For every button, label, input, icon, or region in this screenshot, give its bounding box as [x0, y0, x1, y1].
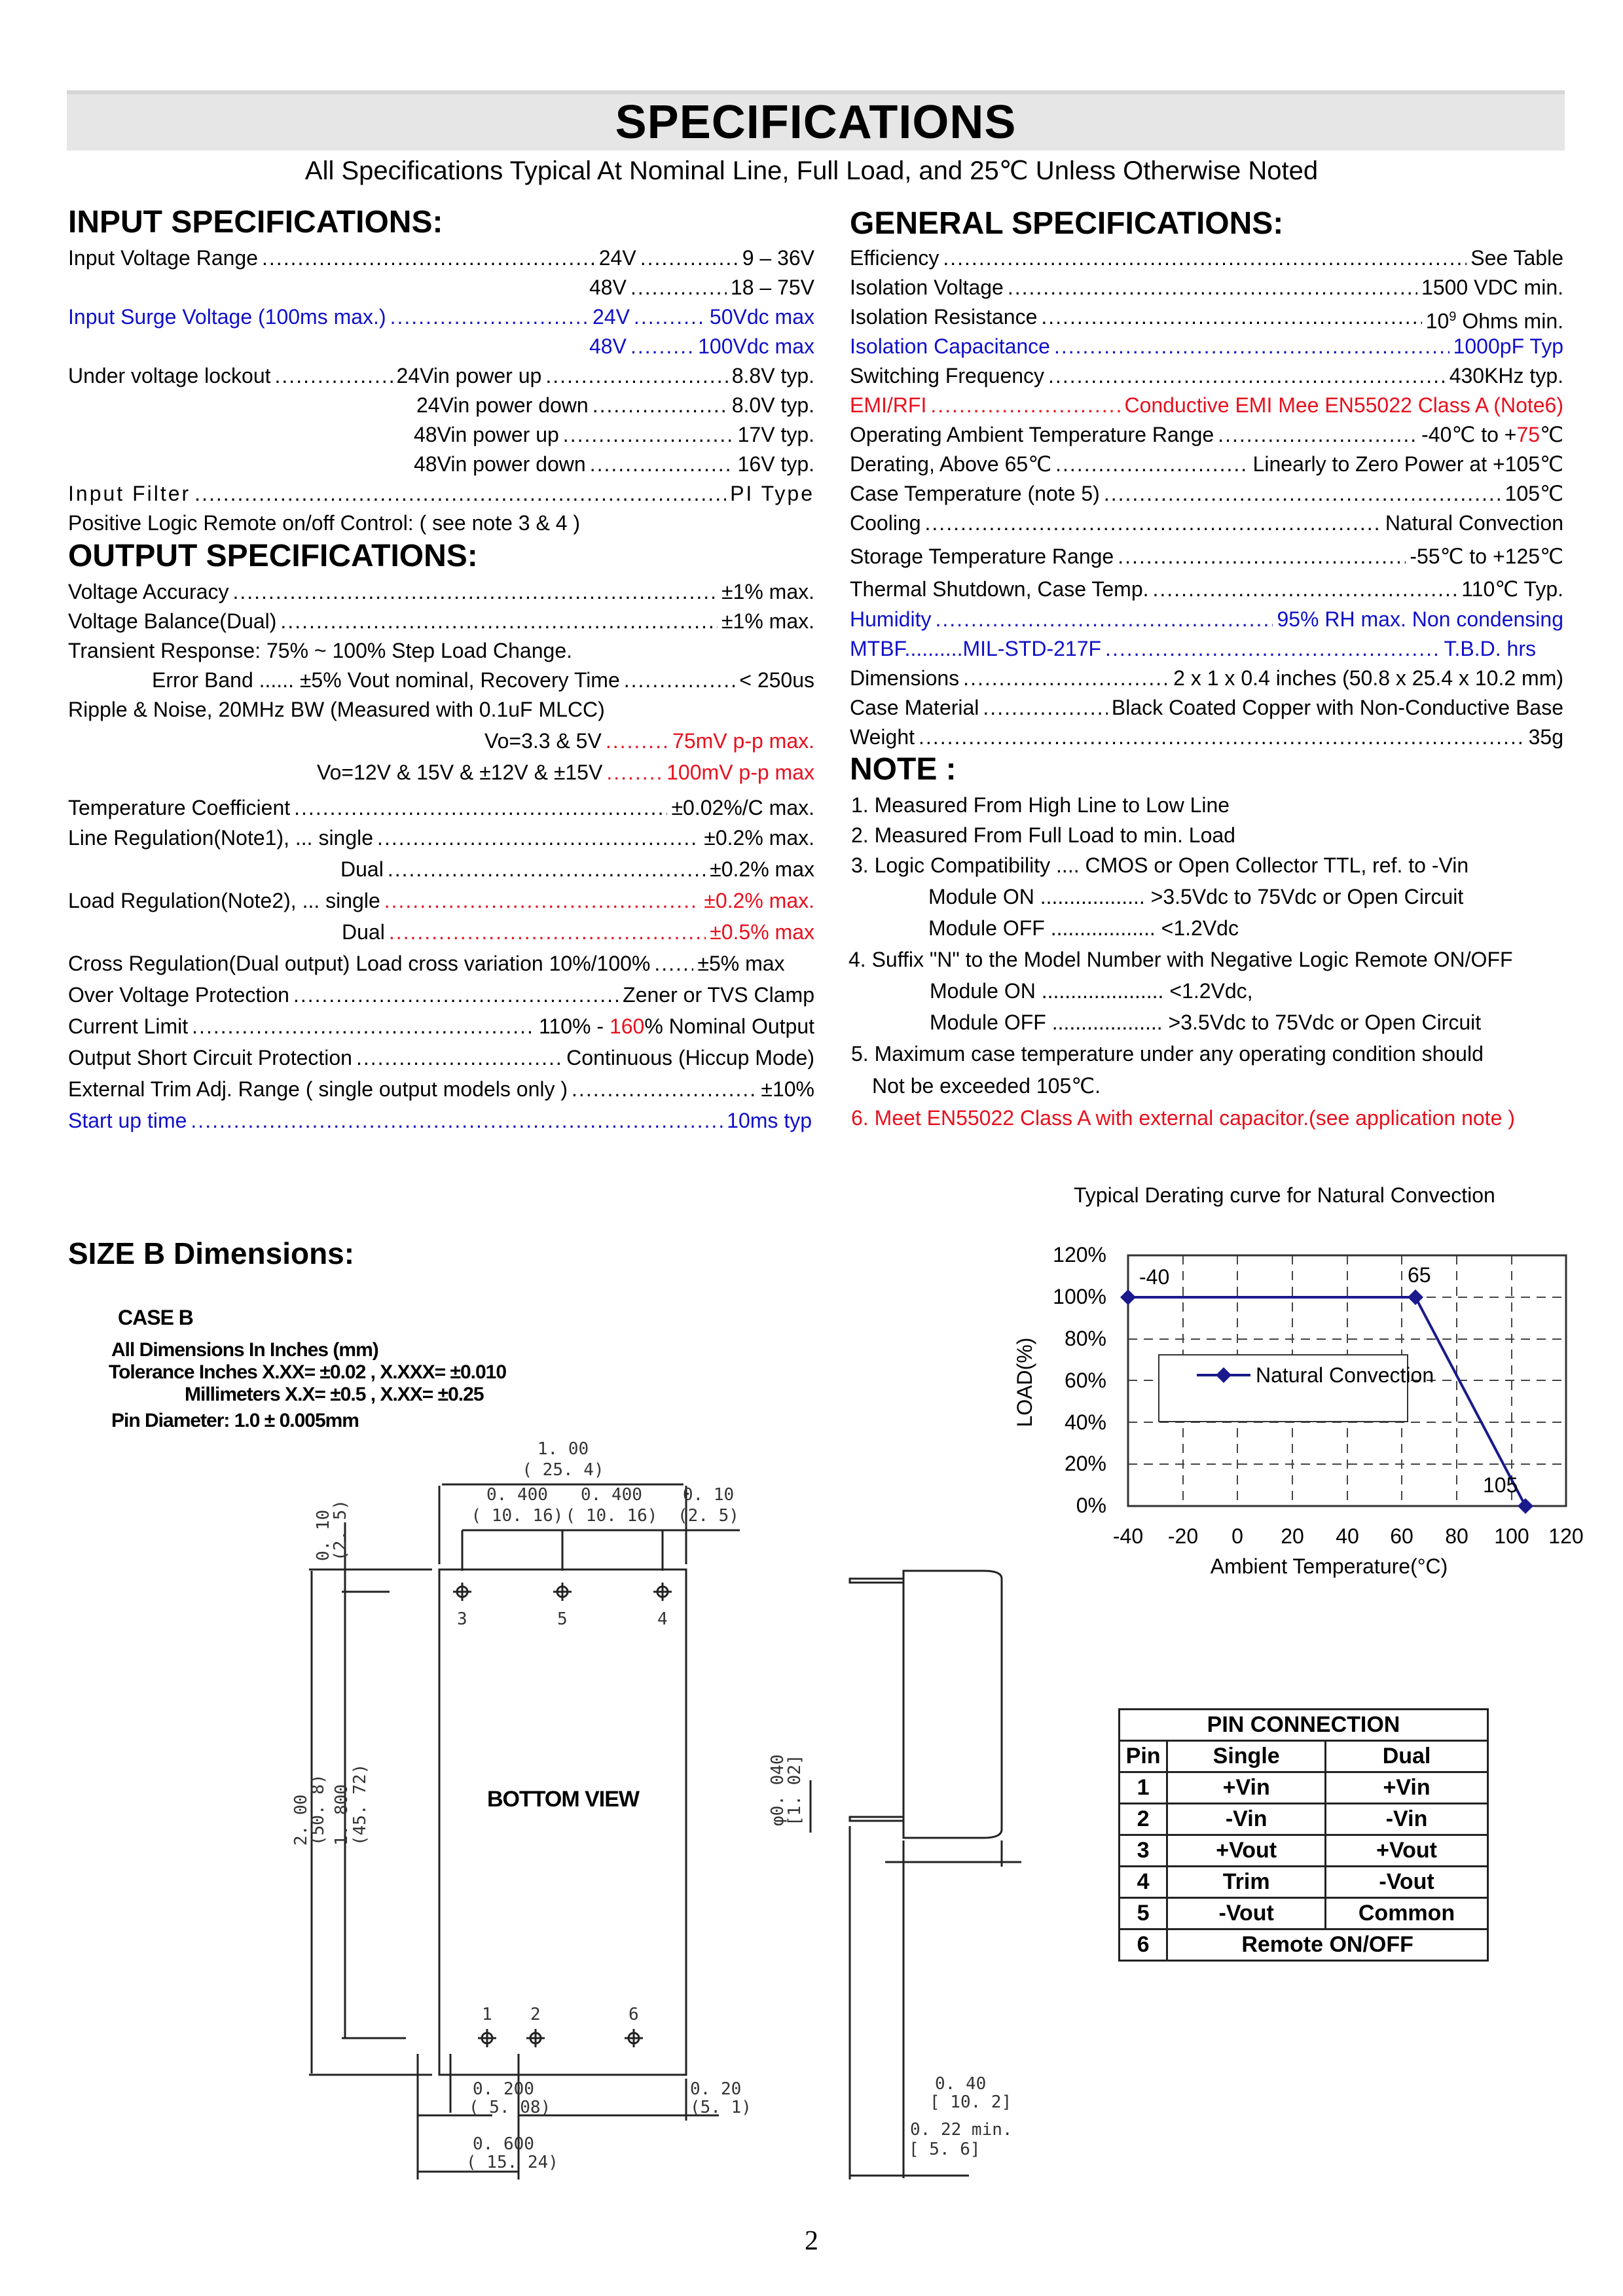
spec-row: Dual ..... ±0.5% max — [342, 918, 814, 946]
pin-label: 1 — [482, 2005, 492, 2024]
table-header: Single — [1167, 1741, 1326, 1772]
x-tick: -40 — [1112, 1524, 1144, 1548]
spec-row: 48Vin power up ..... 17V typ. — [414, 420, 814, 449]
spec-row: Ripple & Noise, 20MHz BW (Measured with 0.1uF MLCC) — [68, 698, 605, 721]
x-tick: 120 — [1548, 1524, 1584, 1548]
bottom-view-label: BOTTOM VIEW — [486, 1787, 640, 1812]
data-point-marker — [1518, 1498, 1533, 1514]
spec-row: Switching Frequency ..... 430KHz typ. — [850, 361, 1563, 390]
dim-pitch2-in: 0. 400 — [581, 1485, 642, 1505]
dim-pitch12-in: 0. 200 — [473, 2079, 534, 2099]
y-tick: 100% — [1053, 1285, 1106, 1308]
dim-pitch1-mm: ( 10. 16) — [471, 1506, 564, 1526]
dim-pitch2-mm: ( 10. 16) — [565, 1506, 658, 1526]
note-item: 5. Maximum case temperature under any operating condition should — [851, 1042, 1484, 1066]
output-specs-heading: OUTPUT SPECIFICATIONS: — [68, 539, 478, 573]
note-item: Module OFF ................... >3.5Vdc to 75Vdc or Open Circuit — [930, 1011, 1482, 1034]
spec-row: Cooling ..... Natural Convection — [850, 509, 1563, 537]
spec-row: Output Short Circuit Protection ..... Continuous (Hiccup Mode) — [68, 1043, 814, 1072]
spec-row: Dual ..... ±0.2% max — [340, 855, 814, 884]
spec-row: Cross Regulation(Dual output) Load cross variation 10%/100% ..... ±5% max — [68, 949, 814, 978]
dimension-note: Tolerance Inches X.XX= ±0.02 , X.XXX= ±0.010 — [109, 1361, 507, 1383]
y-tick: 60% — [1064, 1369, 1106, 1392]
y-tick: 0% — [1076, 1494, 1106, 1517]
data-point-marker — [1120, 1289, 1136, 1305]
dim-pitch16-mm: ( 15. 24) — [466, 2153, 558, 2172]
dimension-note: Millimeters X.X= ±0.5 , X.XX= ±0.25 — [185, 1384, 484, 1405]
spec-row: Vo=12V & 15V & ±12V & ±15V ..... 100mV p-p max — [317, 758, 814, 787]
spec-row: Start up time ..... 10ms typ — [68, 1106, 812, 1135]
spec-row: Efficiency ..... See Table — [850, 243, 1563, 272]
spec-row: 48Vin power down ..... 16V typ. — [414, 450, 814, 478]
spec-row: Isolation Resistance ..... $10^9$ Ohms min. — [850, 302, 1563, 331]
x-tick: 80 — [1445, 1524, 1468, 1548]
note-item: 1. Measured From High Line to Low Line — [851, 793, 1230, 817]
notes-heading: NOTE : — [850, 752, 957, 787]
spec-row: Derating, Above 65℃ ..... Linearly to Zero Power at +105℃ — [850, 450, 1563, 478]
note-item: Module OFF .................. <1.2Vdc — [928, 916, 1239, 940]
spec-row: Storage Temperature Range ..... -55℃ to +125℃ — [850, 542, 1563, 571]
dim-length-mm: (50. 8) — [308, 1774, 328, 1846]
dim-pin-length-mm: [ 5. 6] — [909, 2140, 981, 2159]
dim-height-in: 0. 40 — [935, 2074, 987, 2094]
legend-label: Natural Convection — [1256, 1363, 1434, 1387]
y-axis-label: LOAD(%) — [1013, 1337, 1036, 1427]
spec-row: Operating Ambient Temperature Range ..... -40℃ to +75℃ — [850, 420, 1563, 449]
spec-row: Humidity ..... 95% RH max. Non condensing — [850, 605, 1563, 634]
spec-row: Case Material ..... Black Coated Copper with Non-Conductive Base — [850, 693, 1563, 722]
module-outline-bottom-view — [439, 1570, 686, 2075]
table-row: 4 Trim -Vout — [1120, 1867, 1488, 1898]
spec-row: Under voltage lockout ..... 24Vin power up ..... 8.8V typ. — [68, 361, 814, 390]
module-outline-side-view — [903, 1571, 1002, 1838]
table-row: 5 -Vout Common — [1120, 1898, 1488, 1929]
y-tick: 40% — [1064, 1410, 1106, 1434]
input-specs-heading: INPUT SPECIFICATIONS: — [68, 205, 443, 240]
spec-row: 48V ..... 18 – 75V — [589, 273, 814, 302]
x-tick: 60 — [1390, 1524, 1413, 1548]
pin-markers — [453, 1583, 672, 2047]
point-annotation: -40 — [1139, 1265, 1170, 1289]
dim-pin-diameter-in: φ0. 040 — [768, 1754, 788, 1826]
spec-row: Input Filter ..... PI Type — [68, 479, 814, 508]
spec-row: 24Vin power down ..... 8.0V typ. — [416, 391, 814, 420]
note-item: 6. Meet EN55022 Class A with external capacitor.(see application note ) — [851, 1106, 1515, 1130]
dim-length-in: 2. 00 — [291, 1794, 311, 1846]
spec-row: Load Regulation(Note2), ... single ..... ±0.2% max. — [68, 886, 814, 915]
data-point-marker — [1408, 1289, 1423, 1305]
dim-pin-diameter-mm: [1. 02] — [785, 1754, 805, 1826]
spec-row: External Trim Adj. Range ( single output models only ) ..... ±10% — [68, 1075, 814, 1103]
dimension-note: Pin Diameter: 1.0 ± 0.005mm — [111, 1410, 359, 1431]
spec-row: Error Band ...... ±5% Vout nominal, Recovery Time ..... < 250us — [152, 666, 814, 694]
spec-row: Temperature Coefficient ..... ±0.02%/C max. — [68, 793, 814, 822]
dim-pin-span-mm: (45. 72) — [350, 1763, 370, 1846]
case-label: CASE B — [118, 1306, 193, 1329]
spec-row: Input Voltage Range ..... 24V ..... 9 – 36V — [68, 243, 814, 272]
dim-edge-in: 0. 10 — [682, 1485, 735, 1505]
spec-row: Isolation Voltage ..... 1500 VDC min. — [850, 273, 1563, 302]
pin-label: 5 — [557, 1609, 568, 1629]
spec-row: Line Regulation(Note1), ... single ..... ±0.2% max. — [68, 823, 814, 852]
dim-pin-length-in: 0. 22 min. — [910, 2120, 1013, 2140]
note-item: Module ON ..................... <1.2Vdc, — [930, 979, 1253, 1003]
spec-row: Dimensions ..... 2 x 1 x 0.4 inches (50.8 x 25.4 x 10.2 mm) — [850, 664, 1563, 692]
dim-top-edge-in: 0. 10 — [314, 1509, 333, 1561]
spec-row: Weight ..... 35g — [850, 723, 1563, 751]
y-tick: 20% — [1064, 1452, 1106, 1475]
dim-edge-mm: (2. 5) — [678, 1506, 739, 1526]
x-tick: 40 — [1336, 1524, 1359, 1548]
x-tick: 100 — [1494, 1524, 1529, 1548]
page-number: 2 — [805, 2226, 818, 2256]
spec-row: Input Surge Voltage (100ms max.) ..... 24V ..... 50Vdc max — [68, 302, 814, 331]
spec-row: Current Limit ..... 110% - 160% Nominal Output — [68, 1012, 814, 1041]
page-title: SPECIFICATIONS — [615, 96, 1017, 149]
spec-row: Vo=3.3 & 5V ..... 75mV p-p max. — [484, 726, 814, 755]
point-annotation: 105 — [1483, 1473, 1518, 1497]
dim-edge2-in: 0. 20 — [690, 2079, 742, 2099]
table-row: 6 Remote ON/OFF — [1120, 1929, 1488, 1961]
note-item: 2. Measured From Full Load to min. Load — [851, 823, 1235, 847]
table-header: Dual — [1326, 1741, 1488, 1772]
spec-row: Transient Response: 75% ~ 100% Step Load Change. — [68, 639, 572, 662]
spec-row: Isolation Capacitance ..... 1000pF Typ — [850, 332, 1563, 361]
spec-row: EMI/RFI ..... Conductive EMI Mee EN55022 Class A (Note6) — [850, 391, 1563, 420]
dim-width-in: 1. 00 — [537, 1439, 589, 1459]
dim-width-mm: ( 25. 4) — [522, 1460, 604, 1480]
note-item: Module ON .................. >3.5Vdc to 75Vdc or Open Circuit — [928, 885, 1464, 908]
pin-label: 2 — [530, 2005, 541, 2024]
spec-row: Voltage Accuracy ..... ±1% max. — [68, 577, 814, 606]
point-annotation: 65 — [1408, 1263, 1431, 1287]
x-tick: 0 — [1231, 1524, 1243, 1548]
x-axis-label: Ambient Temperature(°C) — [1210, 1554, 1448, 1578]
pin-label: 3 — [457, 1609, 467, 1629]
derating-chart — [1002, 1230, 1591, 1662]
note-item: 4. Suffix "N" to the Model Number with Negative Logic Remote ON/OFF — [848, 948, 1513, 971]
y-tick: 80% — [1064, 1327, 1106, 1350]
dim-pitch1-in: 0. 400 — [486, 1485, 548, 1505]
x-tick: 20 — [1281, 1524, 1304, 1548]
dimension-note: All Dimensions In Inches (mm) — [111, 1339, 378, 1361]
page-subtitle: All Specifications Typical At Nominal Line, Full Load, and 25℃ Unless Otherwise Noted — [304, 156, 1319, 185]
spec-row: Thermal Shutdown, Case Temp. ..... 110℃ Typ. — [850, 575, 1563, 603]
pin-label: 4 — [657, 1609, 668, 1629]
y-tick: 120% — [1053, 1243, 1106, 1266]
dim-pin-span-in: 1. 800 — [332, 1784, 352, 1846]
note-item: Not be exceeded 105℃. — [872, 1074, 1101, 1098]
spec-row: Case Temperature (note 5) ..... 105℃ — [850, 479, 1563, 508]
dim-top-edge-mm: (2. 5) — [331, 1499, 350, 1561]
general-specs-heading: GENERAL SPECIFICATIONS: — [850, 206, 1284, 241]
dim-edge2-mm: (5. 1) — [690, 2098, 752, 2117]
dim-pitch12-mm: ( 5. 08) — [469, 2098, 551, 2117]
dimensions-heading: SIZE B Dimensions: — [68, 1236, 355, 1270]
chart-title: Typical Derating curve for Natural Convection — [1074, 1183, 1495, 1207]
pin-label: 6 — [629, 2005, 639, 2024]
table-header: Pin — [1120, 1741, 1167, 1772]
spec-row: Positive Logic Remote on/off Control: ( see note 3 & 4 ) — [68, 511, 581, 535]
table-row: 3 +Vout +Vout — [1120, 1835, 1488, 1867]
table-row: 1 +Vin +Vin — [1120, 1772, 1488, 1804]
spec-row: 48V ..... 100Vdc max — [589, 332, 814, 361]
pin-connection-table — [1118, 1708, 1489, 1962]
dim-height-mm: [ 10. 2] — [930, 2092, 1012, 2112]
note-item: 3. Logic Compatibility .... CMOS or Open Collector TTL, ref. to -Vin — [851, 853, 1469, 877]
spec-row: MTBF..........MIL-STD-217F ..... T.B.D. hrs — [850, 634, 1536, 663]
spec-row: Voltage Balance(Dual) ..... ±1% max. — [68, 607, 814, 636]
table-title: PIN CONNECTION — [1120, 1710, 1488, 1741]
dim-pitch16-in: 0. 600 — [473, 2134, 534, 2154]
x-tick: -20 — [1167, 1524, 1199, 1548]
table-row: 2 -Vin -Vin — [1120, 1804, 1488, 1835]
spec-row: Over Voltage Protection ..... Zener or TVS Clamp — [68, 980, 814, 1009]
